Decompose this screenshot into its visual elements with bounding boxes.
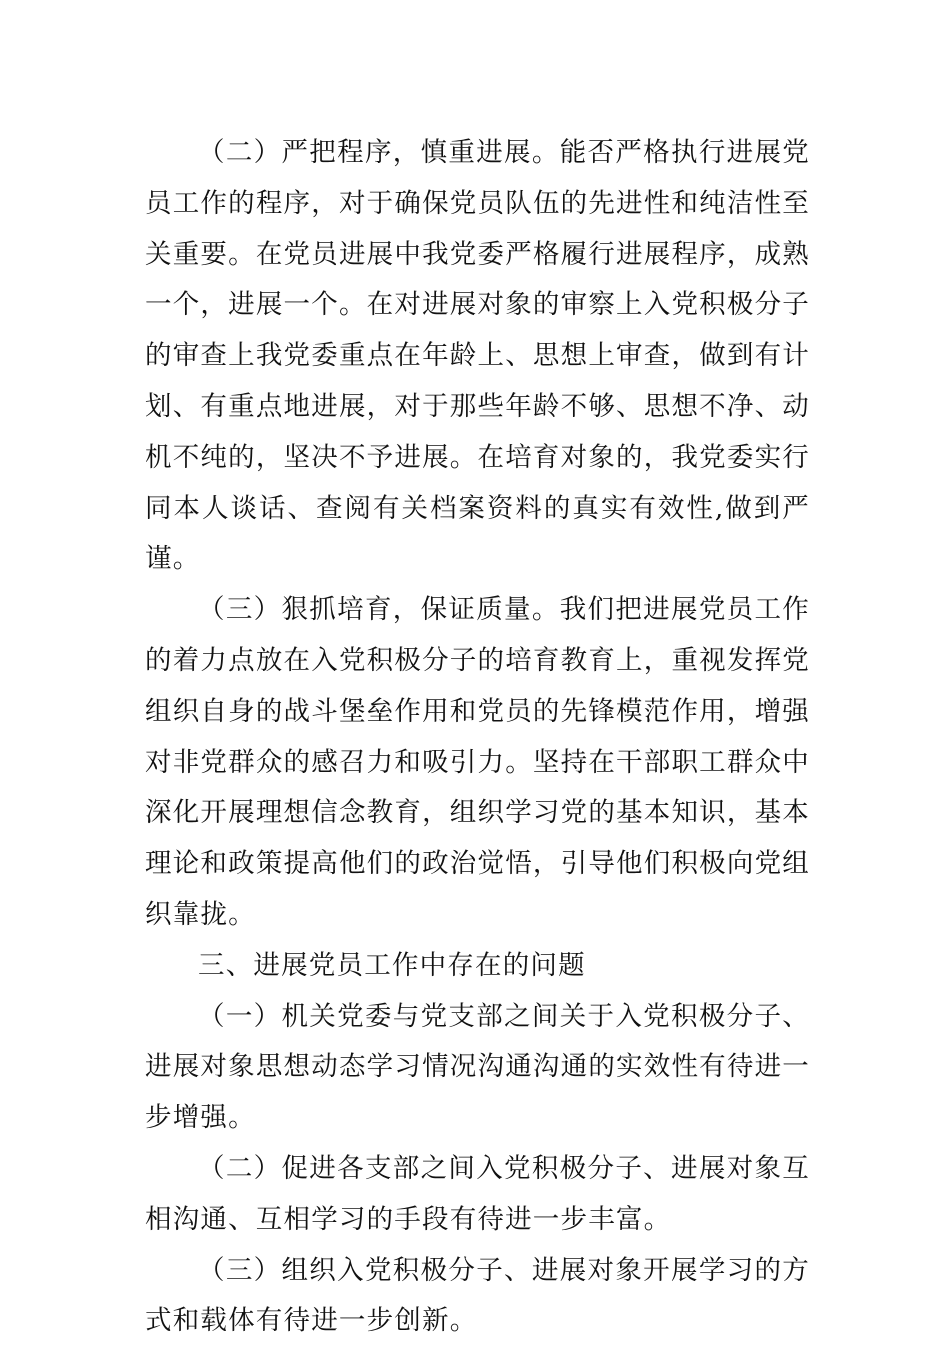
document-body [145, 128, 810, 1347]
paragraph-training-quality: （三）狠抓培育，保证质量。我们把进展党员工作的着力点放在入党积极分子的培育教育上，重视发挥党组织自身的战斗堡垒作用和党员的先锋模范作用，增强对非党群众的感召力和吸引力。坚持在干部职工群众中深化开展理想信念教育，组织学习党的基本知识，基本理论和政策提高他们的政治觉悟，引导他们积极向党组织靠拢。 [145, 594, 810, 930]
section-heading-problems: 三、进展党员工作中存在的问题 [198, 949, 586, 981]
paragraph-problem-2: （二）促进各支部之间入党积极分子、进展对象互相沟通、互相学习的手段有待进一步丰富。 [145, 1152, 810, 1235]
paragraph-strict-procedure: （二）严把程序，慎重进展。能否严格执行进展党员工作的程序，对于确保党员队伍的先进性和纯洁性至关重要。在党员进展中我党委严格履行进展程序，成熟一个，进展一个。在对进展对象的审察上入党积极分子的审查上我党委重点在年龄上、思想上审查，做到有计划、有重点地进展，对于那些年龄不够、思想不净、动机不纯的，坚决不予进展。在培育对象的，我党委实行同本人谈话、查阅有关档案资料的真实有效性,做到严谨。 [145, 137, 810, 575]
paragraph-problem-1: （一）机关党委与党支部之间关于入党积极分子、进展对象思想动态学习情况沟通沟通的实效性有待进一步增强。 [145, 1000, 810, 1134]
paragraph-problem-3: （三）组织入党积极分子、进展对象开展学习的方式和载体有待进一步创新。 [145, 1254, 810, 1337]
